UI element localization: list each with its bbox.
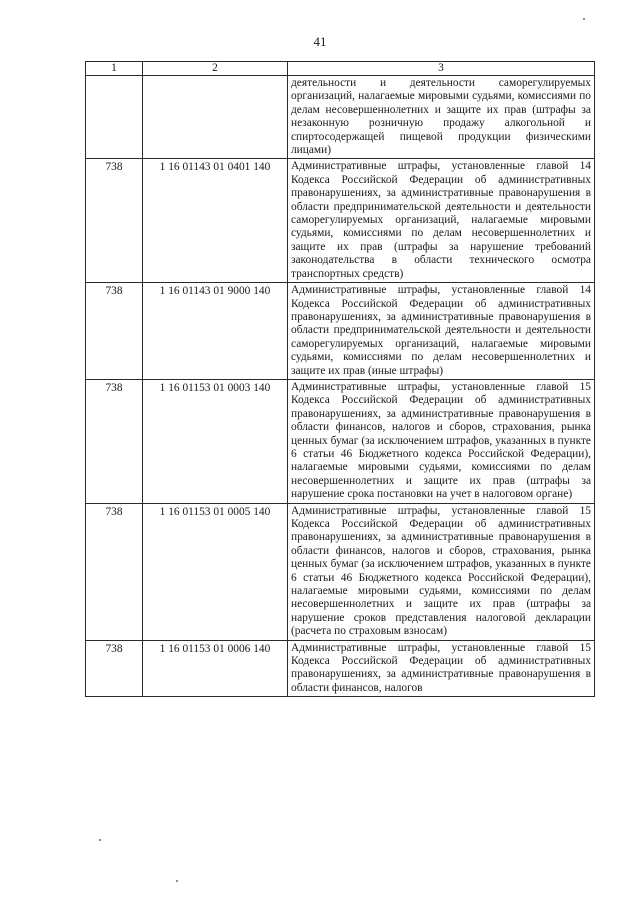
description-cell: деятельности и деятельности саморегулируемых организаций, налагаемые мировыми судьями, комиссиями по делам несовершеннолетних и защите их прав (штрафы за незаконную розничную продажу алкогольной и спиртосодержащей пищевой продукции физическими лицами) [288,76,595,159]
description-cell: Административные штрафы, установленные главой 15 Кодекса Российской Федерации об административных правонарушениях, за административные правонарушения в области финансов, налогов и сборов, страхования, рынка ценных бумаг (за исключением штрафов, указанных в пункте 6 статьи 46 Бюджетного кодекса Российской Федерации), налагаемые мировыми судьями, комиссиями по делам несовершеннолетних и защите их прав (штрафы за нарушение сроков представления налоговой декларации (расчета по страховым взносам) [288,503,595,640]
kbk-code-cell: 1 16 01143 01 9000 140 [143,283,288,380]
table-row [86,159,595,283]
description-cell: Административные штрафы, установленные главой 15 Кодекса Российской Федерации об административных правонарушениях, за административные правонарушения в области финансов, налогов и сборов, страхования, рынка ценных бумаг (за исключением штрафов, указанных в пункте 6 статьи 46 Бюджетного кодекса Российской Федерации), налагаемые мировыми судьями, комиссиями по делам несовершеннолетних и защите их прав (штрафы за нарушение срока постановки на учет в налоговом органе) [288,379,595,503]
admin-code-cell: 738 [86,640,143,697]
description-cell: Административные штрафы, установленные главой 14 Кодекса Российской Федерации об административных правонарушениях, за административные правонарушения в области предпринимательской деятельности и деятельности саморегулируемых организаций, налагаемые мировыми судьями, комиссиями по делам несовершеннолетних и защите их прав (штрафы за нарушение требований законодательства в области технического осмотра транспортных средств) [288,159,595,283]
scan-speck [99,839,101,841]
admin-code-cell [86,76,143,159]
admin-code-cell: 738 [86,503,143,640]
column-header-2: 2 [143,62,288,76]
page-number: 41 [313,34,327,49]
document-table [85,61,595,697]
admin-code-cell: 738 [86,379,143,503]
column-header-1: 1 [86,62,143,76]
kbk-code-cell: 1 16 01153 01 0006 140 [143,640,288,697]
description-cell: Административные штрафы, установленные главой 15 Кодекса Российской Федерации об административных правонарушениях, за административные правонарушения в области финансов, налогов [288,640,595,697]
kbk-code-cell: 1 16 01153 01 0005 140 [143,503,288,640]
table-header-row [86,62,595,76]
table-row [86,283,595,380]
kbk-code-cell [143,76,288,159]
admin-code-cell: 738 [86,283,143,380]
table-row [86,640,595,697]
kbk-code-cell: 1 16 01143 01 0401 140 [143,159,288,283]
table-row [86,503,595,640]
scan-speck [583,18,585,20]
scan-speck [176,880,178,882]
kbk-code-cell: 1 16 01153 01 0003 140 [143,379,288,503]
admin-code-cell: 738 [86,159,143,283]
table-row [86,379,595,503]
description-cell: Административные штрафы, установленные главой 14 Кодекса Российской Федерации об административных правонарушениях, за административные правонарушения в области предпринимательской деятельности и деятельности саморегулируемых организаций, налагаемые мировыми судьями, комиссиями по делам несовершеннолетних и защите их прав (иные штрафы) [288,283,595,380]
column-header-3: 3 [288,62,595,76]
table-row [86,76,595,159]
